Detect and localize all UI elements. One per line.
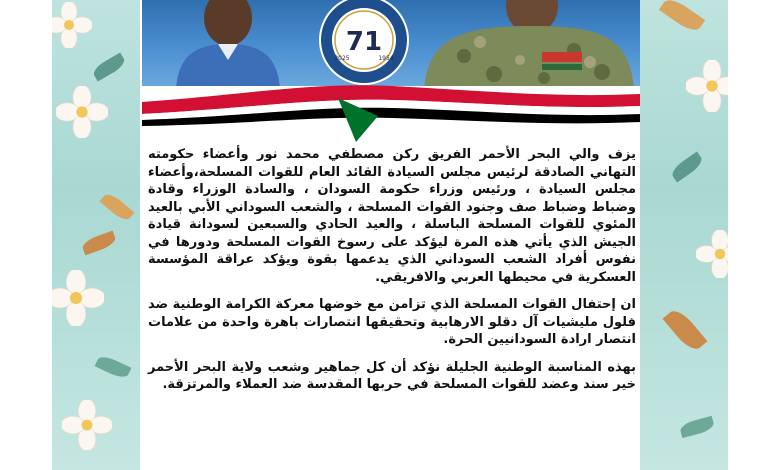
leaf-shape [679, 416, 715, 438]
left-floral-panel [52, 0, 140, 470]
message-body [148, 146, 636, 404]
leaf-shape [91, 52, 127, 81]
white-flower-icon [62, 400, 112, 450]
white-flower-icon [52, 2, 92, 48]
official-portrait-left [172, 0, 282, 86]
paragraph-support: بهذه المناسبة الوطنية الجليلة نؤكد أن كل جماهير وشعب ولاية البحر الأحمر خير سند وعضد للقوات المسلحة في حربها المقدسة ضد العملاء والمرتزقة. [148, 359, 636, 392]
leaf-shape [669, 152, 705, 183]
header-photo-strip [142, 0, 640, 86]
anniversary-emblem [318, 0, 410, 86]
leaf-shape [81, 231, 118, 256]
leaf-shape [99, 191, 134, 224]
white-flower-icon [56, 86, 108, 138]
leaf-shape [659, 0, 705, 35]
white-flower-icon [52, 270, 104, 326]
right-floral-panel [640, 0, 728, 470]
emblem-end-year: 2025 [334, 55, 350, 62]
emblem-start-year: 1954 [378, 55, 394, 62]
sudan-flag-ribbon [142, 76, 640, 142]
paragraph-celebration: ان إحتفال القوات المسلحة الذي تزامن مع خوضها معركة الكرامة الوطنية ضد فلول مليشيات آل دقلو الارهابية وتحقيقها انتصارات باهرة واحدة من علامات انتصار ارادة السودانيين الحرة. [148, 297, 636, 347]
leaf-shape [95, 353, 132, 380]
official-portrait-right [424, 0, 634, 86]
white-flower-icon [696, 230, 728, 278]
white-flower-icon [686, 60, 728, 112]
emblem-years: 71 [345, 27, 383, 57]
paragraph-congratulations: يزف والي البحر الأحمر الفريق ركن مصطفي محمد نور وأعضاء حكومته التهاني الصادقة لرئيس مجلس السيادة القائد العام للقوات المسلحة،وأعضاء مجلس السيادة ، ورئيس وزراء حكومة السودان ، والسادة الوزراء وقادة وضباط وضباط صف وجنود القوات المسلحة ، والشعب السوداني الأبي بالعيد المئوي للقوات المسلحة الباسلة ، والعيد الحادي والسبعين لسودانة قيادة الجيش الذي يأتي هذه المرة ليؤكد على رسوخ القوات المسلحة ودورها في نفوس أفراد الشعب السوداني الذي يدعمها بقوة ويؤكد عراقة المؤسسة العسكرية في محيطها العربي والافريقي. [148, 147, 636, 285]
leaf-shape [663, 306, 708, 354]
